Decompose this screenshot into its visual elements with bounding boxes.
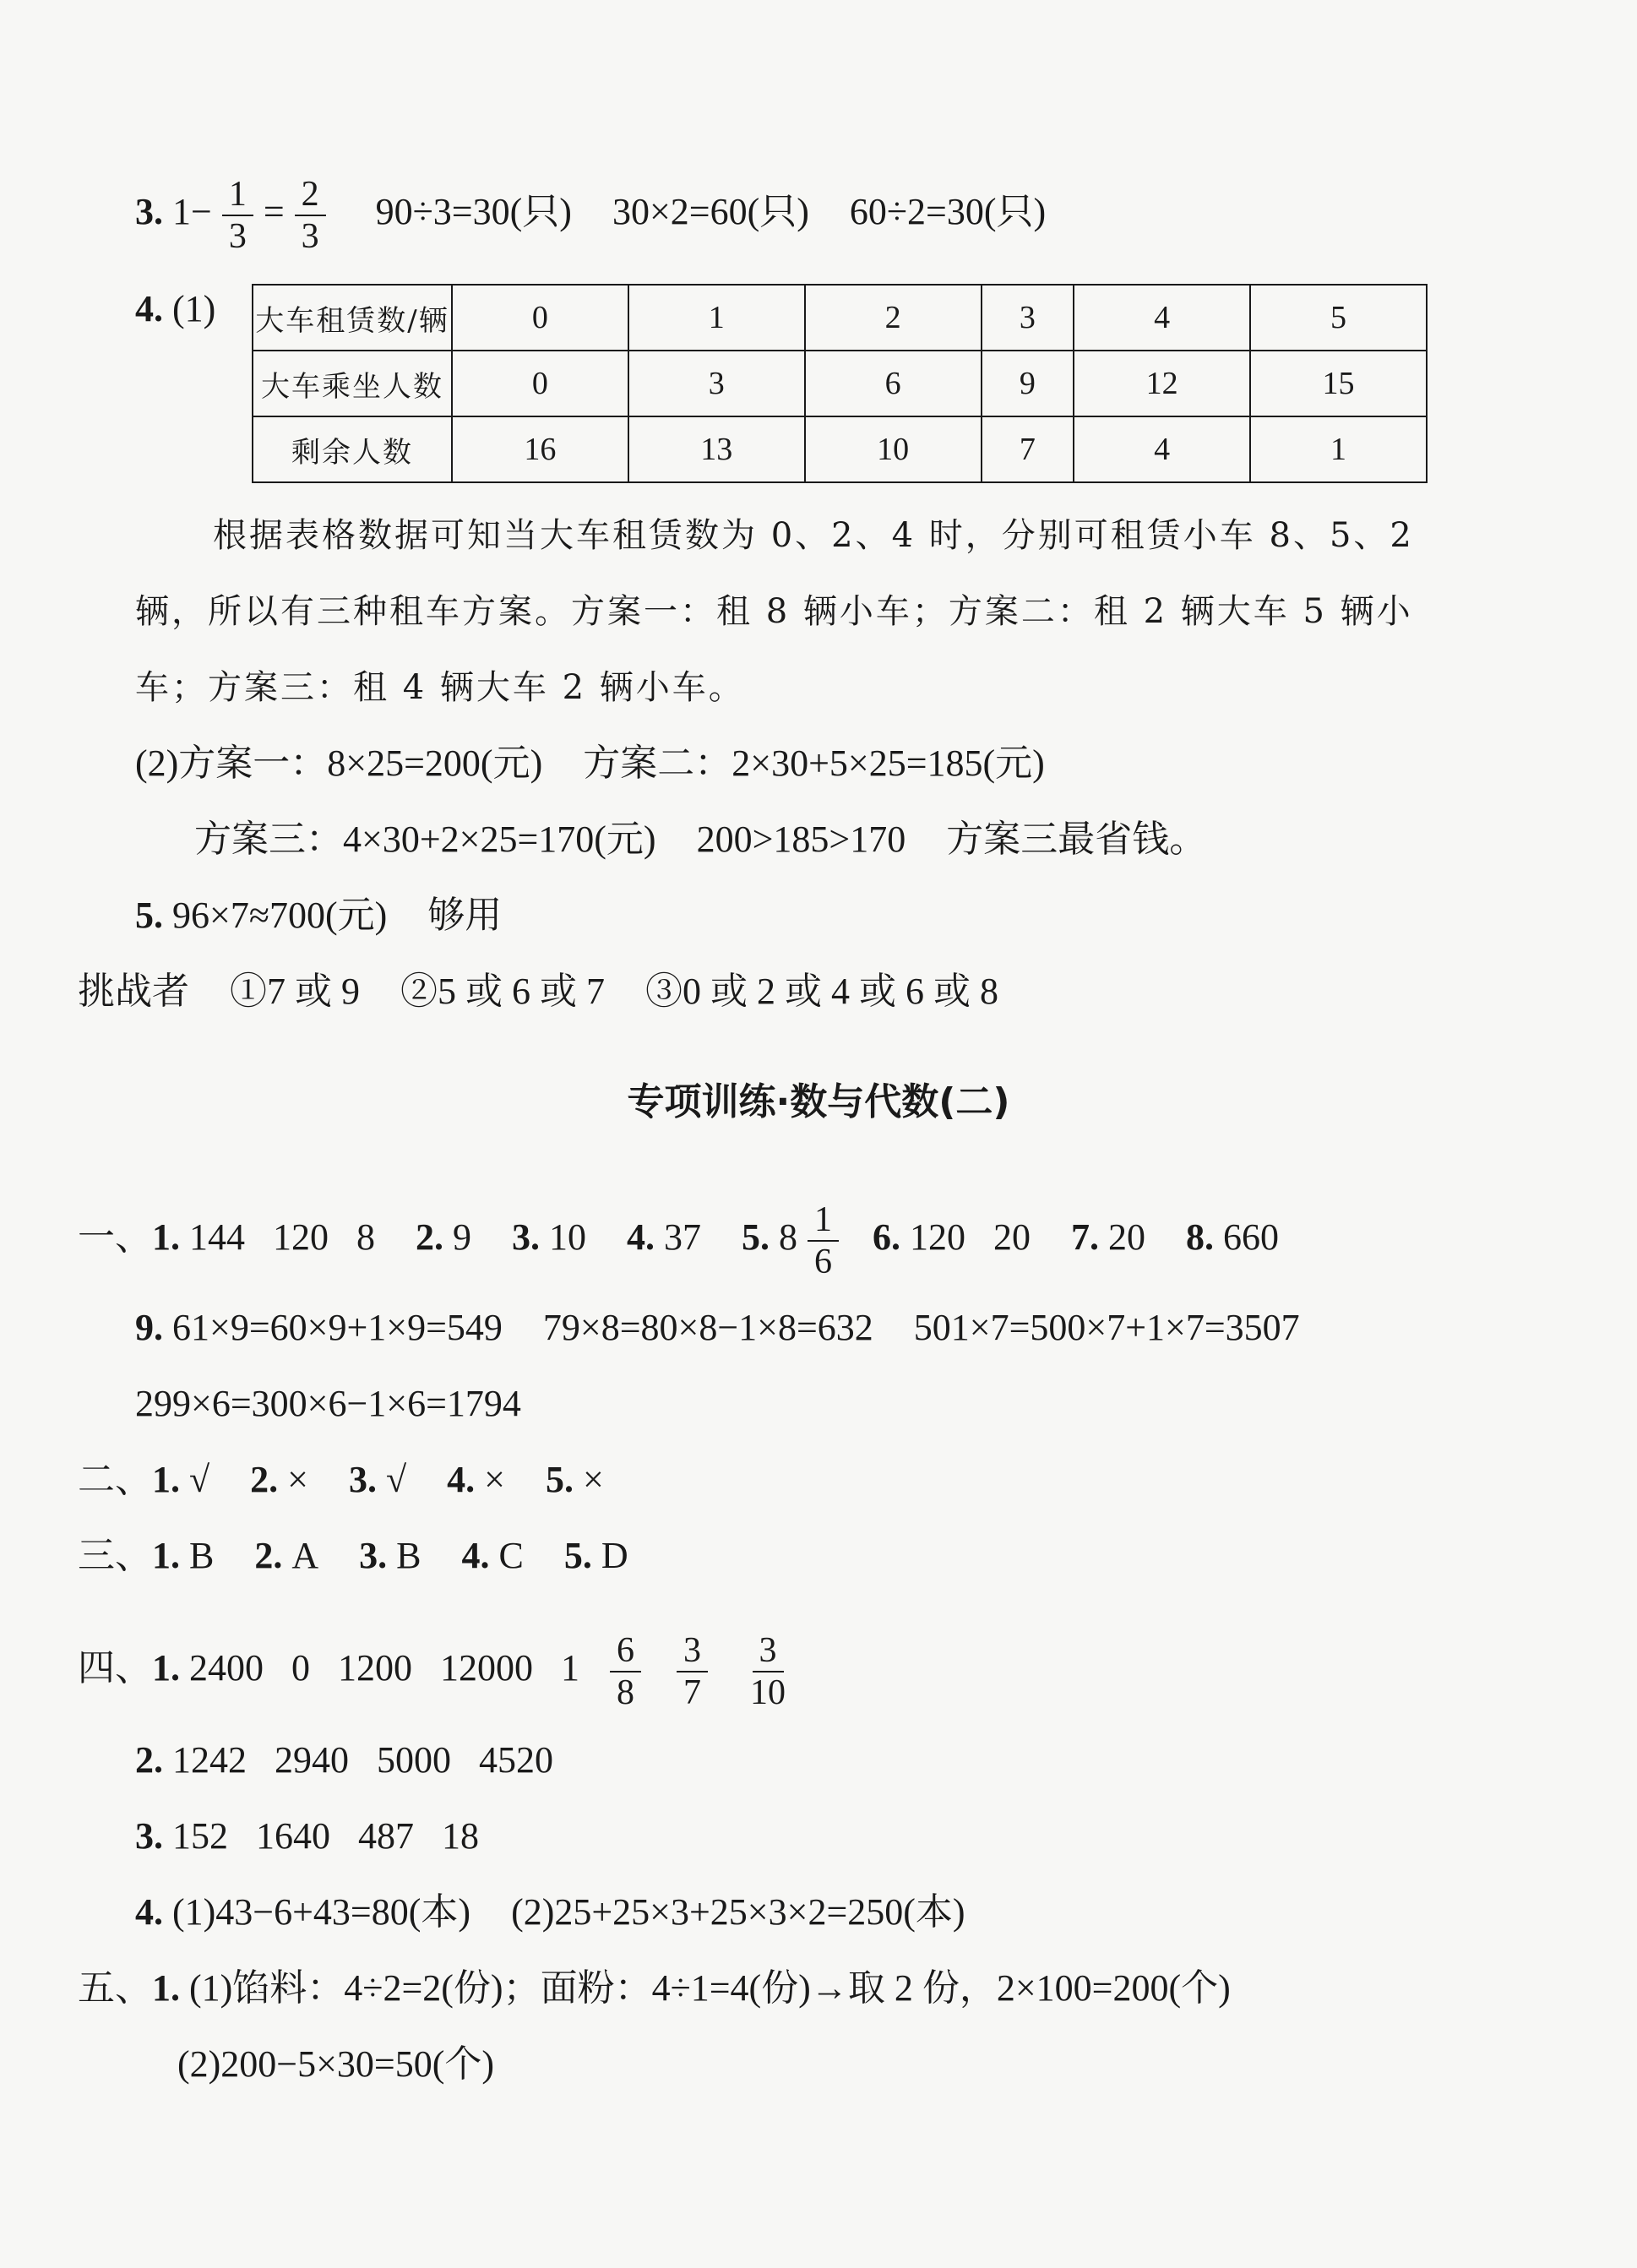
q3-fraction-1: $\frac{1}{3}$ [222,174,253,257]
section-4-line-4: 4. (1)43−6+43=80(本) (2)25+25×3+25×3×2=250(本) [135,1891,965,1933]
section-2-line: 二、1. √ 2. × 3. √ 4. × 5. × [78,1459,604,1500]
section-1-line-3: 299×6=300×6−1×6=1794 [135,1383,521,1424]
q3-step-2: 30×2=60(只) [612,191,809,233]
section-title: 专项训练·数与代数(二) [627,1080,1010,1123]
q3-step-1: 90÷3=30(只) [375,191,572,233]
q4-paragraph-1: 根据表格数据可知当大车租赁数为 0、2、4 时，分别可租赁小车 8、5、2 [213,516,1414,555]
q4-paragraph-3: 车；方案三：租 4 辆大车 2 辆小车。 [135,668,745,707]
s1-fraction: $\frac{1}{6}$ [808,1199,839,1282]
rental-table [252,284,1428,483]
section-4-line-3: 3. 152 1640 487 18 [135,1815,479,1857]
q3-step-3: 60÷2=30(只) [849,191,1047,233]
q3-expr: 1− [172,191,212,233]
q3-number: 3. [135,191,163,233]
q4-paragraph-2: 辆，所以有三种租车方案。方案一：租 8 辆小车；方案二：租 2 辆大车 5 辆小 [135,592,1413,631]
section-5-line-1: 五、1. (1)馅料：4÷2=2(份)；面粉：4÷1=4(份)→取 2 份，2×100=200(个) [78,1967,1231,2009]
s4-fraction-3: $\frac{3}{10}$ [750,1631,786,1712]
section-1-line-1: 一、1. 144 120 8 2. 9 3. 10 4. 37 5. 8 $\frac{1}{6}$ 6. 120 20 7. 20 8. 660 [78,1200,1279,1281]
q3-fraction-2: $\frac{2}{3}$ [295,174,326,257]
table-row: 大车乘坐人数 0 3 6 9 12 15 [253,351,1427,416]
q4-part2-line2: 方案三：4×30+2×25=170(元) 200>185>170 方案三最省钱。 [194,819,1207,860]
section-4-line-1: 四、1. 2400 0 1200 12000 1 $\frac{6}{8}$ $\frac{3}{7}$ $\frac{3}{10}$ [78,1630,802,1713]
section-5-line-2: (2)200−5×30=50(个) [177,2043,495,2085]
q3-line: 3. 1− $\frac{1}{3}$ = $\frac{2}{3}$ 90÷3=30(只) 30×2=60(只) 60÷2=30(只) [135,175,1047,256]
q5-line: 5. 96×7≈700(元) 够用 [135,895,503,936]
s4-fraction-2: $\frac{3}{7}$ [677,1630,708,1713]
s4-fraction-1: $\frac{6}{8}$ [610,1630,641,1713]
q4-label: 4. (1) [135,288,216,329]
table-row: 大车租赁数/辆 0 1 2 3 4 5 [253,285,1427,351]
q4-part2-line1: (2)方案一：8×25=200(元) 方案二：2×30+5×25=185(元) [135,742,1045,784]
challenge-line: 挑战者 ①7 或 9 ②5 或 6 或 7 ③0 或 2 或 4 或 6 或 8 [78,971,998,1012]
section-4-line-2: 2. 1242 2940 5000 4520 [135,1739,553,1781]
table-row: 剩余人数 16 13 10 7 4 1 [253,416,1427,482]
section-1-line-2: 9. 61×9=60×9+1×9=549 79×8=80×8−1×8=632 501×7=500×7+1×7=3507 [135,1307,1300,1348]
section-3-line: 三、1. B 2. A 3. B 4. C 5. D [78,1535,628,1576]
